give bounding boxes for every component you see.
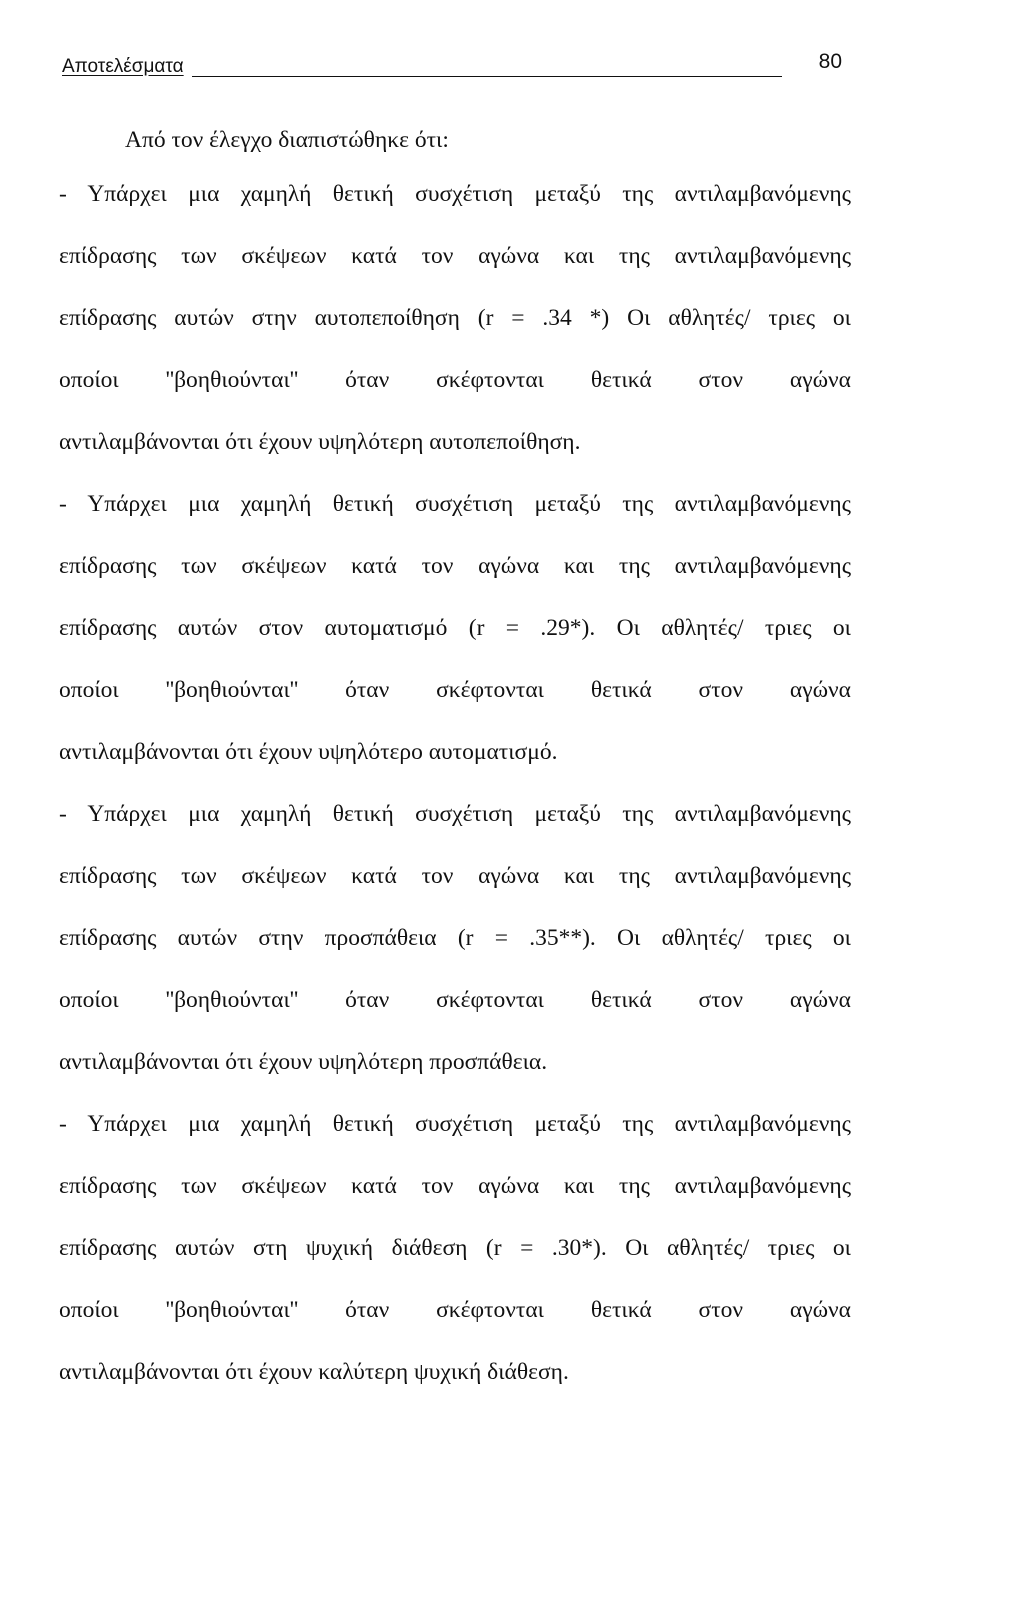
section-title: Αποτελέσματα [62, 56, 184, 77]
text-line: επίδρασης αυτών στον αυτοματισμό (r = .29*). Οι αθλητές/ τριες οι [59, 615, 851, 641]
text-line: - Υπάρχει μια χαμηλή θετική συσχέτιση μεταξύ της αντιλαμβανόμενης [59, 181, 851, 207]
text-line: - Υπάρχει μια χαμηλή θετική συσχέτιση μεταξύ της αντιλαμβανόμενης [59, 1111, 851, 1137]
text-line: επίδρασης των σκέψεων κατά τον αγώνα και της αντιλαμβανόμενης [59, 553, 851, 579]
text-line: επίδρασης αυτών στην προσπάθεια (r = .35**). Οι αθλητές/ τριες οι [59, 925, 851, 951]
text-line: αντιλαμβάνονται ότι έχουν καλύτερη ψυχική διάθεση. [59, 1359, 569, 1385]
text-line: επίδρασης των σκέψεων κατά τον αγώνα και της αντιλαμβανόμενης [59, 243, 851, 269]
text-line: - Υπάρχει μια χαμηλή θετική συσχέτιση μεταξύ της αντιλαμβανόμενης [59, 491, 851, 517]
intro-sentence: Από τον έλεγχο διαπιστώθηκε ότι: [125, 127, 449, 153]
text-line: οποίοι ''βοηθιούνται'' όταν σκέφτονται θετικά στον αγώνα [59, 677, 851, 703]
page-header [62, 50, 842, 76]
page-number: 80 [818, 50, 842, 73]
header-rule [192, 76, 782, 77]
text-line: επίδρασης αυτών στην αυτοπεποίθηση (r = .34 *) Οι αθλητές/ τριες οι [59, 305, 851, 331]
text-line: αντιλαμβάνονται ότι έχουν υψηλότερο αυτοματισμό. [59, 739, 558, 765]
text-line: αντιλαμβάνονται ότι έχουν υψηλότερη αυτοπεποίθηση. [59, 429, 581, 455]
text-line: - Υπάρχει μια χαμηλή θετική συσχέτιση μεταξύ της αντιλαμβανόμενης [59, 801, 851, 827]
text-line: οποίοι ''βοηθιούνται'' όταν σκέφτονται θετικά στον αγώνα [59, 1297, 851, 1323]
text-line: οποίοι ''βοηθιούνται'' όταν σκέφτονται θετικά στον αγώνα [59, 367, 851, 393]
text-line: επίδρασης των σκέψεων κατά τον αγώνα και της αντιλαμβανόμενης [59, 863, 851, 889]
text-line: επίδρασης των σκέψεων κατά τον αγώνα και της αντιλαμβανόμενης [59, 1173, 851, 1199]
text-line: οποίοι ''βοηθιούνται'' όταν σκέφτονται θετικά στον αγώνα [59, 987, 851, 1013]
text-line: αντιλαμβάνονται ότι έχουν υψηλότερη προσπάθεια. [59, 1049, 548, 1075]
findings-text [59, 176, 851, 1416]
text-line: επίδρασης αυτών στη ψυχική διάθεση (r = .30*). Οι αθλητές/ τριες οι [59, 1235, 851, 1261]
